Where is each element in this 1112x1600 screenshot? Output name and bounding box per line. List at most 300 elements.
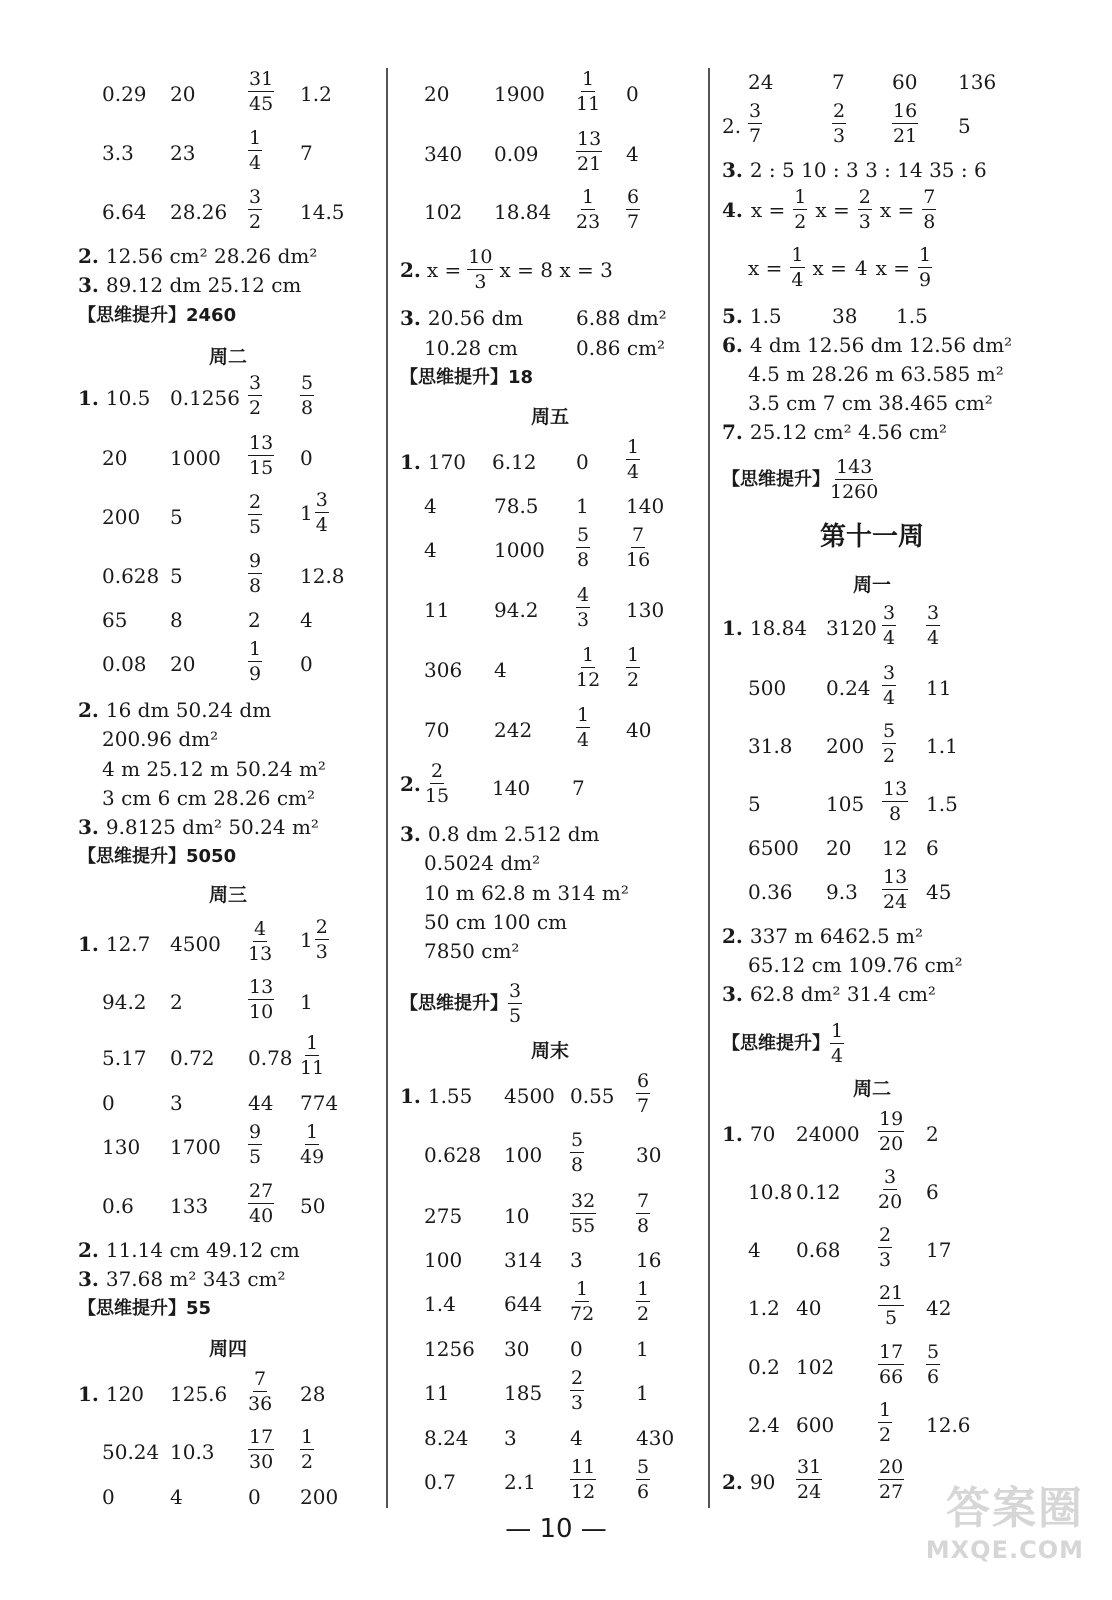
value: 10.5 <box>105 386 151 410</box>
value: 0.2 <box>748 1355 780 1379</box>
question-number: 1. <box>78 1382 106 1406</box>
answer-cell <box>636 1381 649 1405</box>
answer-cell <box>494 494 539 518</box>
fraction <box>248 68 274 115</box>
fraction-stack <box>878 1399 892 1446</box>
value: 20 <box>170 82 196 106</box>
value: 3120 <box>826 616 877 640</box>
fraction-stack <box>248 550 262 597</box>
value: 20 <box>424 82 450 106</box>
fraction <box>626 436 640 483</box>
answer-cell <box>102 1135 140 1159</box>
value: 200 <box>826 734 865 758</box>
question-number: 2. <box>78 1238 106 1262</box>
numerator: 1 <box>582 186 595 208</box>
value: 0.628 <box>102 564 160 588</box>
numerator: 13 <box>249 976 274 998</box>
value: 2 <box>248 608 261 632</box>
numerator: 13 <box>883 778 908 800</box>
answer-cell <box>300 370 314 419</box>
numerator: 32 <box>571 1190 596 1212</box>
question-number: 3. <box>78 273 106 297</box>
fraction <box>570 1190 596 1237</box>
fraction <box>626 524 650 571</box>
fraction <box>878 1456 904 1503</box>
answer-column-1 <box>78 0 378 1600</box>
answer-cell <box>832 70 845 94</box>
answer-cell <box>882 836 907 860</box>
value: 1.2 <box>748 1296 780 1320</box>
fraction <box>248 1180 274 1227</box>
fraction <box>926 1341 940 1388</box>
value: 1000 <box>494 538 545 562</box>
variable: x = <box>879 197 915 222</box>
question-number: 1. <box>722 1122 750 1146</box>
answer-cell <box>796 1355 834 1379</box>
fraction-stack <box>570 1456 596 1503</box>
answer-cell <box>248 370 262 419</box>
question-number: 3. <box>78 815 106 839</box>
value: 0 <box>248 1485 261 1509</box>
answer-cell <box>878 1397 892 1446</box>
answer-cell <box>170 990 183 1014</box>
answer-line: 7850 cm² <box>424 939 520 963</box>
fraction-stack <box>878 1341 904 1388</box>
value: 5 <box>748 792 761 816</box>
answer-cell <box>300 1194 325 1218</box>
answer-cell <box>170 1485 183 1509</box>
denominator: 8 <box>571 1154 584 1176</box>
answer-cell <box>882 718 896 767</box>
answer-cell <box>300 1091 338 1115</box>
denominator: 7 <box>749 125 762 147</box>
value: 100 <box>504 1143 543 1167</box>
answer-cell <box>248 608 261 632</box>
answer-line: 65.12 cm 109.76 cm² <box>748 953 963 977</box>
value: 4 <box>300 608 313 632</box>
answer-line <box>722 158 987 182</box>
value: 0 <box>576 450 589 474</box>
fraction <box>858 186 872 233</box>
answer-cell <box>102 141 134 165</box>
denominator: 5 <box>249 1146 262 1168</box>
value: 600 <box>796 1413 835 1437</box>
answer-cell <box>170 446 221 470</box>
answer-cell <box>424 1470 456 1494</box>
fraction-stack <box>576 524 590 571</box>
question-number: 2. <box>400 771 421 796</box>
denominator: 45 <box>249 93 274 115</box>
answer-line <box>78 1238 300 1262</box>
answer-cell <box>78 386 150 410</box>
value: 16 <box>636 1248 662 1272</box>
answer-line <box>722 420 947 444</box>
answer-cell <box>636 1248 661 1272</box>
denominator: 21 <box>893 125 918 147</box>
question-number: 2. <box>722 1470 750 1494</box>
answer-cell <box>626 434 640 483</box>
fraction-stack <box>576 584 590 631</box>
value: 10 <box>504 1204 530 1228</box>
value: 4 dm 12.56 dm 12.56 dm² <box>749 333 1013 357</box>
answer-cell <box>102 608 127 632</box>
value: 20.56 dm <box>427 306 524 330</box>
answer-cell <box>300 1030 324 1079</box>
answer-cell <box>494 200 551 224</box>
answer-cell <box>170 1440 215 1464</box>
fraction <box>793 186 807 233</box>
answer-cell <box>882 660 896 709</box>
question-number: 2. <box>78 244 106 268</box>
value: 1.1 <box>926 734 958 758</box>
value: 1.5 <box>896 304 928 328</box>
fraction-stack <box>248 432 274 479</box>
fraction <box>248 491 262 538</box>
value: 70 <box>749 1122 776 1146</box>
answer-cell <box>248 1178 274 1227</box>
value <box>722 1470 775 1494</box>
answer-cell <box>170 1382 227 1406</box>
value: 0 <box>570 1337 583 1361</box>
numerator: 2 <box>858 186 871 208</box>
value <box>722 1122 775 1146</box>
answer-cell <box>626 598 664 622</box>
denominator: 72 <box>570 1303 595 1325</box>
question-number: 2. <box>400 257 421 282</box>
denominator: 2 <box>627 669 640 691</box>
answer-cell <box>636 1337 649 1361</box>
numerator: 1 <box>879 1399 892 1421</box>
fraction <box>626 186 640 233</box>
numerator: 7 <box>632 524 645 546</box>
answer-line <box>78 273 301 297</box>
answer-line: 3 cm 6 cm 28.26 cm² <box>102 786 316 810</box>
answer-cell <box>424 1204 462 1228</box>
value: 7 <box>832 70 845 94</box>
answer-cell <box>170 386 240 410</box>
value: 3 <box>504 1426 517 1450</box>
answer-cell <box>494 718 532 742</box>
thinking-boost-answer: 【思维提升】2460 <box>78 305 237 326</box>
denominator: 4 <box>627 461 640 483</box>
fraction-stack <box>315 489 329 536</box>
denominator: 4 <box>883 627 896 649</box>
day-heading-weekend: 周末 <box>530 1040 569 1062</box>
numerator: 4 <box>254 918 267 940</box>
fraction <box>248 918 272 965</box>
question-number: 3. <box>722 982 750 1006</box>
fraction-stack <box>793 186 807 233</box>
value: 20 <box>826 836 852 860</box>
denominator: 8 <box>923 211 936 233</box>
numerator: 31 <box>249 68 274 90</box>
fraction <box>300 916 329 963</box>
value: 2 <box>170 990 183 1014</box>
numerator: 7 <box>254 1368 267 1390</box>
answer-cell <box>826 836 851 860</box>
fraction <box>636 1190 650 1237</box>
answer-cell <box>300 1382 325 1406</box>
fraction <box>300 1121 324 1168</box>
numerator: 2 <box>315 916 328 938</box>
answer-cell <box>102 1046 147 1070</box>
numerator: 1 <box>637 1278 650 1300</box>
denominator: 5 <box>885 1307 898 1329</box>
value: 1 <box>576 494 589 518</box>
numerator: 3 <box>927 602 940 624</box>
answer-cell <box>826 734 864 758</box>
value: 430 <box>636 1426 675 1450</box>
fraction-stack <box>570 1129 584 1176</box>
value: 2 : 5 10 : 3 3 : 14 35 : 6 <box>749 158 987 182</box>
answer-cell <box>78 1382 144 1406</box>
answer-cell <box>170 82 195 106</box>
fraction <box>570 1456 596 1503</box>
fraction-stack <box>570 1190 596 1237</box>
equation-answers <box>400 246 613 293</box>
value: 242 <box>494 718 533 742</box>
value: 0.68 <box>796 1238 841 1262</box>
value: 1.5 <box>926 792 958 816</box>
value: 4 <box>424 538 437 562</box>
answer-cell <box>170 1091 183 1115</box>
value: 17 <box>926 1238 952 1262</box>
fraction-stack <box>878 1282 904 1329</box>
denominator: 2 <box>301 1451 314 1473</box>
answer-cell <box>926 600 940 649</box>
numerator: 3 <box>749 100 762 122</box>
answer-cell <box>300 608 313 632</box>
answer-line: 0.86 cm² <box>576 336 666 360</box>
answer-cell <box>878 1222 892 1271</box>
denominator: 1260 <box>830 481 879 503</box>
answer-cell <box>926 1238 951 1262</box>
denominator: 21 <box>577 153 602 175</box>
value: 70 <box>424 718 450 742</box>
denominator: 3 <box>315 941 328 963</box>
denominator: 6 <box>927 1366 940 1388</box>
question-number: 3. <box>400 822 428 846</box>
answer-cell: 140 <box>492 776 531 800</box>
fraction <box>570 1367 584 1414</box>
answer-cell <box>400 450 466 474</box>
answer-cell <box>796 1296 821 1320</box>
answer-cell <box>170 1046 215 1070</box>
value: 5 <box>958 114 971 138</box>
value: 4500 <box>170 932 221 956</box>
answer-cell <box>958 114 971 138</box>
answer-cell <box>826 792 864 816</box>
answer-cell <box>300 1119 324 1168</box>
fraction-stack <box>248 127 262 174</box>
answer-line: 10.28 cm <box>424 336 518 360</box>
answer-cell <box>102 505 140 529</box>
value: 3 <box>170 1091 183 1115</box>
numerator: 1 <box>794 186 807 208</box>
value: 60 <box>892 70 918 94</box>
fraction <box>248 127 262 174</box>
value: 38 <box>832 304 858 328</box>
value: 0.24 <box>826 676 871 700</box>
fraction-stack <box>832 100 846 147</box>
day-heading-tuesday: 周二 <box>208 346 247 368</box>
answer-cell <box>636 1068 650 1117</box>
fraction <box>576 644 600 691</box>
fraction <box>576 128 602 175</box>
denominator: 3 <box>474 271 487 293</box>
value: 0.09 <box>494 142 539 166</box>
answer-cell <box>748 70 773 94</box>
fraction <box>790 244 804 291</box>
answer-cell <box>748 1355 780 1379</box>
value: 140 <box>626 494 665 518</box>
answer-cell <box>796 1413 834 1437</box>
answer-cell <box>826 880 858 904</box>
fraction <box>570 1129 584 1176</box>
denominator: 10 <box>249 1001 274 1023</box>
value: 11 <box>926 676 952 700</box>
fraction-stack <box>922 186 936 233</box>
answer-line: 50 cm 100 cm <box>424 910 568 934</box>
numerator: 143 <box>836 456 873 478</box>
value: 12.6 <box>926 1413 971 1437</box>
value: 130 <box>102 1135 141 1159</box>
value: 3 <box>570 1248 583 1272</box>
fraction <box>248 976 274 1023</box>
value: 0.36 <box>748 880 793 904</box>
answer-cell <box>248 636 262 685</box>
thinking-boost-label: 【思维提升】 <box>722 1032 830 1054</box>
numerator: 2 <box>833 100 846 122</box>
denominator: 24 <box>883 891 908 913</box>
fraction <box>882 778 908 825</box>
fraction-stack <box>248 68 274 115</box>
answer-cell <box>576 126 602 175</box>
answer-cell <box>170 200 227 224</box>
denominator: 15 <box>424 785 450 807</box>
column-divider-left <box>386 68 388 1508</box>
answer-cell <box>248 66 274 115</box>
answer-cell <box>636 1188 650 1237</box>
value: 306 <box>424 658 463 682</box>
question-number: 3. <box>78 1267 106 1291</box>
numerator: 2 <box>879 1224 892 1246</box>
value: 185 <box>504 1381 543 1405</box>
value: 7 <box>300 141 313 165</box>
answer-cell <box>248 1485 261 1509</box>
answer-cell <box>300 916 329 963</box>
value <box>400 450 466 474</box>
value: 4 <box>748 1238 761 1262</box>
numerator: 3 <box>315 489 328 511</box>
week-title: 第十一周 <box>819 522 924 552</box>
answer-cell <box>926 676 951 700</box>
numerator: 9 <box>249 1121 262 1143</box>
numerator: 1 <box>627 436 640 458</box>
answer-cell <box>300 1485 338 1509</box>
fraction <box>570 1278 594 1325</box>
denominator: 3 <box>879 1249 892 1271</box>
value: 1 <box>636 1337 649 1361</box>
denominator: 3 <box>858 211 871 233</box>
denominator: 13 <box>248 943 273 965</box>
variable: x = <box>750 197 786 222</box>
value: 28.26 <box>170 200 228 224</box>
denominator: 27 <box>879 1481 904 1503</box>
numerator: 3 <box>883 602 896 624</box>
watermark-logo-text: 答案圈 <box>946 1483 1084 1534</box>
answer-cell <box>926 1413 971 1437</box>
answer-line <box>78 698 271 722</box>
answer-cell <box>576 582 590 631</box>
answer-cell <box>748 792 761 816</box>
denominator: 11 <box>300 1057 325 1079</box>
answer-cell <box>826 616 877 640</box>
question-number: 1. <box>78 932 106 956</box>
answer-cell <box>926 1296 951 1320</box>
answer-cell <box>504 1381 542 1405</box>
answer-cell <box>248 1366 272 1415</box>
day-heading-friday: 周五 <box>530 406 569 428</box>
value: 0.55 <box>570 1084 615 1108</box>
fraction <box>830 1020 844 1067</box>
fraction <box>636 1278 650 1325</box>
answer-cell <box>300 489 329 536</box>
value: 24 <box>748 70 774 94</box>
value: 644 <box>504 1292 543 1316</box>
value: 40 <box>796 1296 822 1320</box>
value: 11 <box>424 598 450 622</box>
numerator: 7 <box>923 186 936 208</box>
answer-cell <box>926 1122 939 1146</box>
value: 1.4 <box>424 1292 456 1316</box>
fraction <box>796 1456 822 1503</box>
denominator: 8 <box>249 575 262 597</box>
answer-cell <box>170 652 195 676</box>
fraction-stack <box>790 244 804 291</box>
value: 20 <box>170 652 196 676</box>
value: 133 <box>170 1194 209 1218</box>
variable: x = <box>748 255 783 280</box>
fraction-stack <box>467 246 493 293</box>
value: 120 <box>105 1382 145 1406</box>
question-number: 1. <box>400 1084 428 1108</box>
answer-cell <box>570 1365 584 1414</box>
thinking-boost-answer: 【思维提升】55 <box>78 1298 212 1319</box>
answer-column-3 <box>722 0 1022 1600</box>
fraction <box>626 644 640 691</box>
answer-cell <box>494 82 545 106</box>
fraction-stack <box>570 1278 594 1325</box>
answer-cell <box>926 1180 939 1204</box>
fraction-stack <box>248 976 274 1023</box>
answer-cell <box>926 792 958 816</box>
value: 30 <box>504 1337 530 1361</box>
value: 0.8 dm 2.512 dm <box>427 822 600 846</box>
answer-cell <box>504 1292 542 1316</box>
whole-part: 1 <box>300 927 313 952</box>
column-divider-right <box>708 68 710 1508</box>
value: 94.2 <box>494 598 539 622</box>
fraction-stack <box>636 1278 650 1325</box>
variable: x = <box>426 257 462 282</box>
value: 24000 <box>796 1122 860 1146</box>
answer-line <box>400 822 600 846</box>
answer-cell <box>570 1084 615 1108</box>
answer-cell <box>300 446 313 470</box>
answer-cell <box>722 1470 775 1494</box>
value: 774 <box>300 1091 339 1115</box>
